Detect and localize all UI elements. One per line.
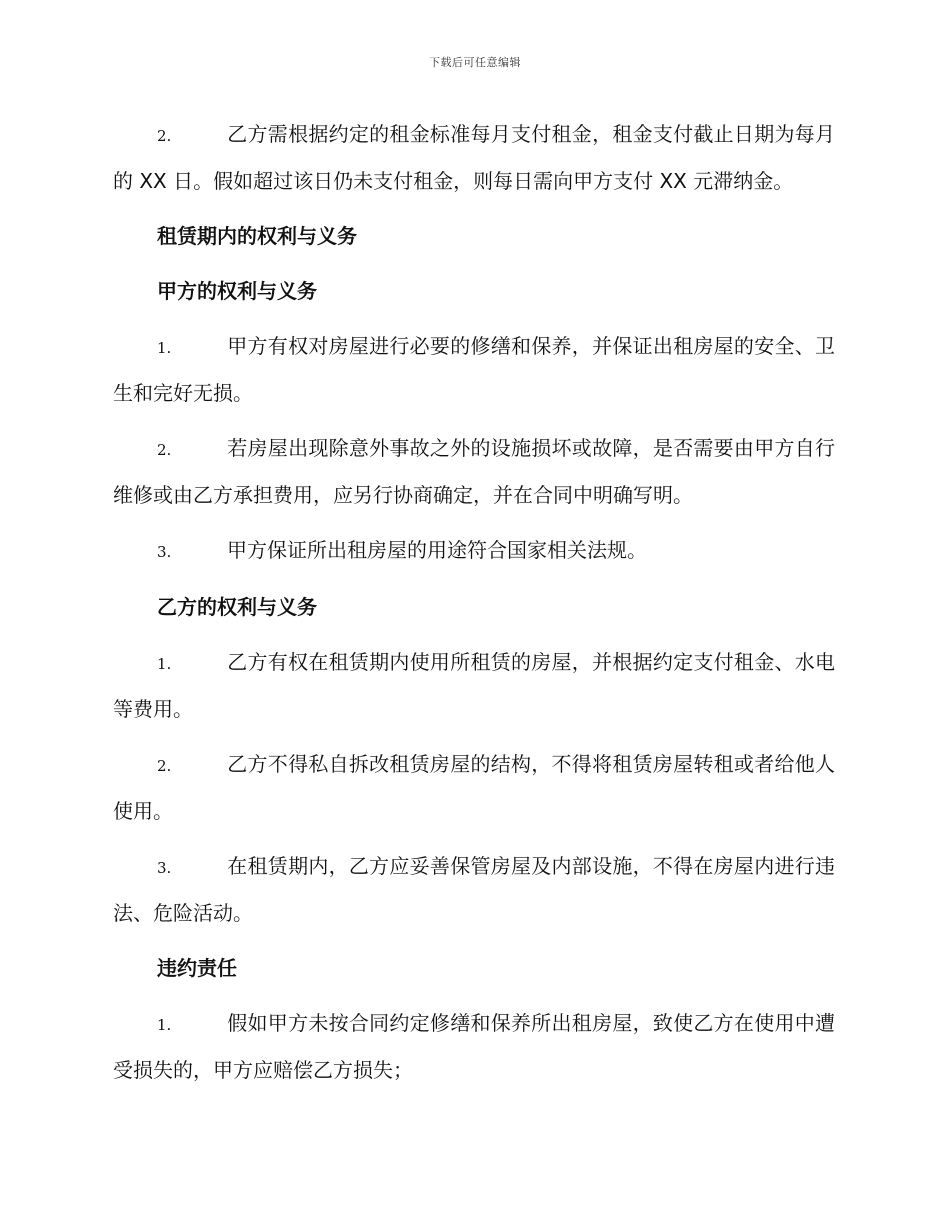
clause-text: 乙方不得私自拆改租赁房屋的结构，不得将租赁房屋转租或者给他人使用。 xyxy=(113,752,835,823)
clause-number: 2. xyxy=(157,127,172,145)
subsection-heading-party-b: 乙方的权利与义务 xyxy=(157,595,317,619)
clause-party-b-3 xyxy=(113,844,835,936)
clause-party-b-2 xyxy=(113,742,835,834)
clause-number: 1. xyxy=(157,655,172,673)
clause-text: 乙方需根据约定的租金标准每月支付租金，租金支付截止日期为每月的 XX 日。假如超过该日仍未支付租金，则每日需向甲方支付 XX 元滞纳金。 xyxy=(113,122,835,193)
clause-number: 3. xyxy=(157,859,172,877)
subsection-heading-party-a: 甲方的权利与义务 xyxy=(157,279,317,303)
clause-party-b-1 xyxy=(113,640,835,732)
clause-party-a-1 xyxy=(113,324,835,416)
clause-text: 在租赁期内，乙方应妥善保管房屋及内部设施，不得在房屋内进行违法、危险活动。 xyxy=(113,854,835,925)
section-heading: 租赁期内的权利与义务 xyxy=(157,224,357,248)
clause-party-a-2 xyxy=(113,426,835,518)
clause-text: 乙方有权在租赁期内使用所租赁的房屋，并根据约定支付租金、水电等费用。 xyxy=(113,650,835,721)
page-header-note: 下载后可任意编辑 xyxy=(429,56,521,69)
clause-text: 甲方有权对房屋进行必要的修缮和保养，并保证出租房屋的安全、卫生和完好无损。 xyxy=(113,334,835,405)
clause-party-a-3 xyxy=(113,528,835,575)
document-body xyxy=(113,112,835,1103)
clause-text: 甲方保证所出租房屋的用途符合国家相关法规。 xyxy=(227,538,647,562)
clause-liability-1 xyxy=(113,1001,835,1093)
clause-number: 1. xyxy=(157,339,172,357)
section-heading-liability: 违约责任 xyxy=(157,956,237,980)
clause-rent-payment xyxy=(113,112,835,204)
clause-number: 3. xyxy=(157,543,172,561)
clause-text: 若房屋出现除意外事故之外的设施损坏或故障，是否需要由甲方自行维修或由乙方承担费用，应另行协商确定，并在合同中明确写明。 xyxy=(113,436,835,507)
clause-number: 1. xyxy=(157,1016,172,1034)
clause-number: 2. xyxy=(157,757,172,775)
clause-text: 假如甲方未按合同约定修缮和保养所出租房屋，致使乙方在使用中遭受损失的，甲方应赔偿乙方损失； xyxy=(113,1011,835,1082)
clause-number: 2. xyxy=(157,441,172,459)
